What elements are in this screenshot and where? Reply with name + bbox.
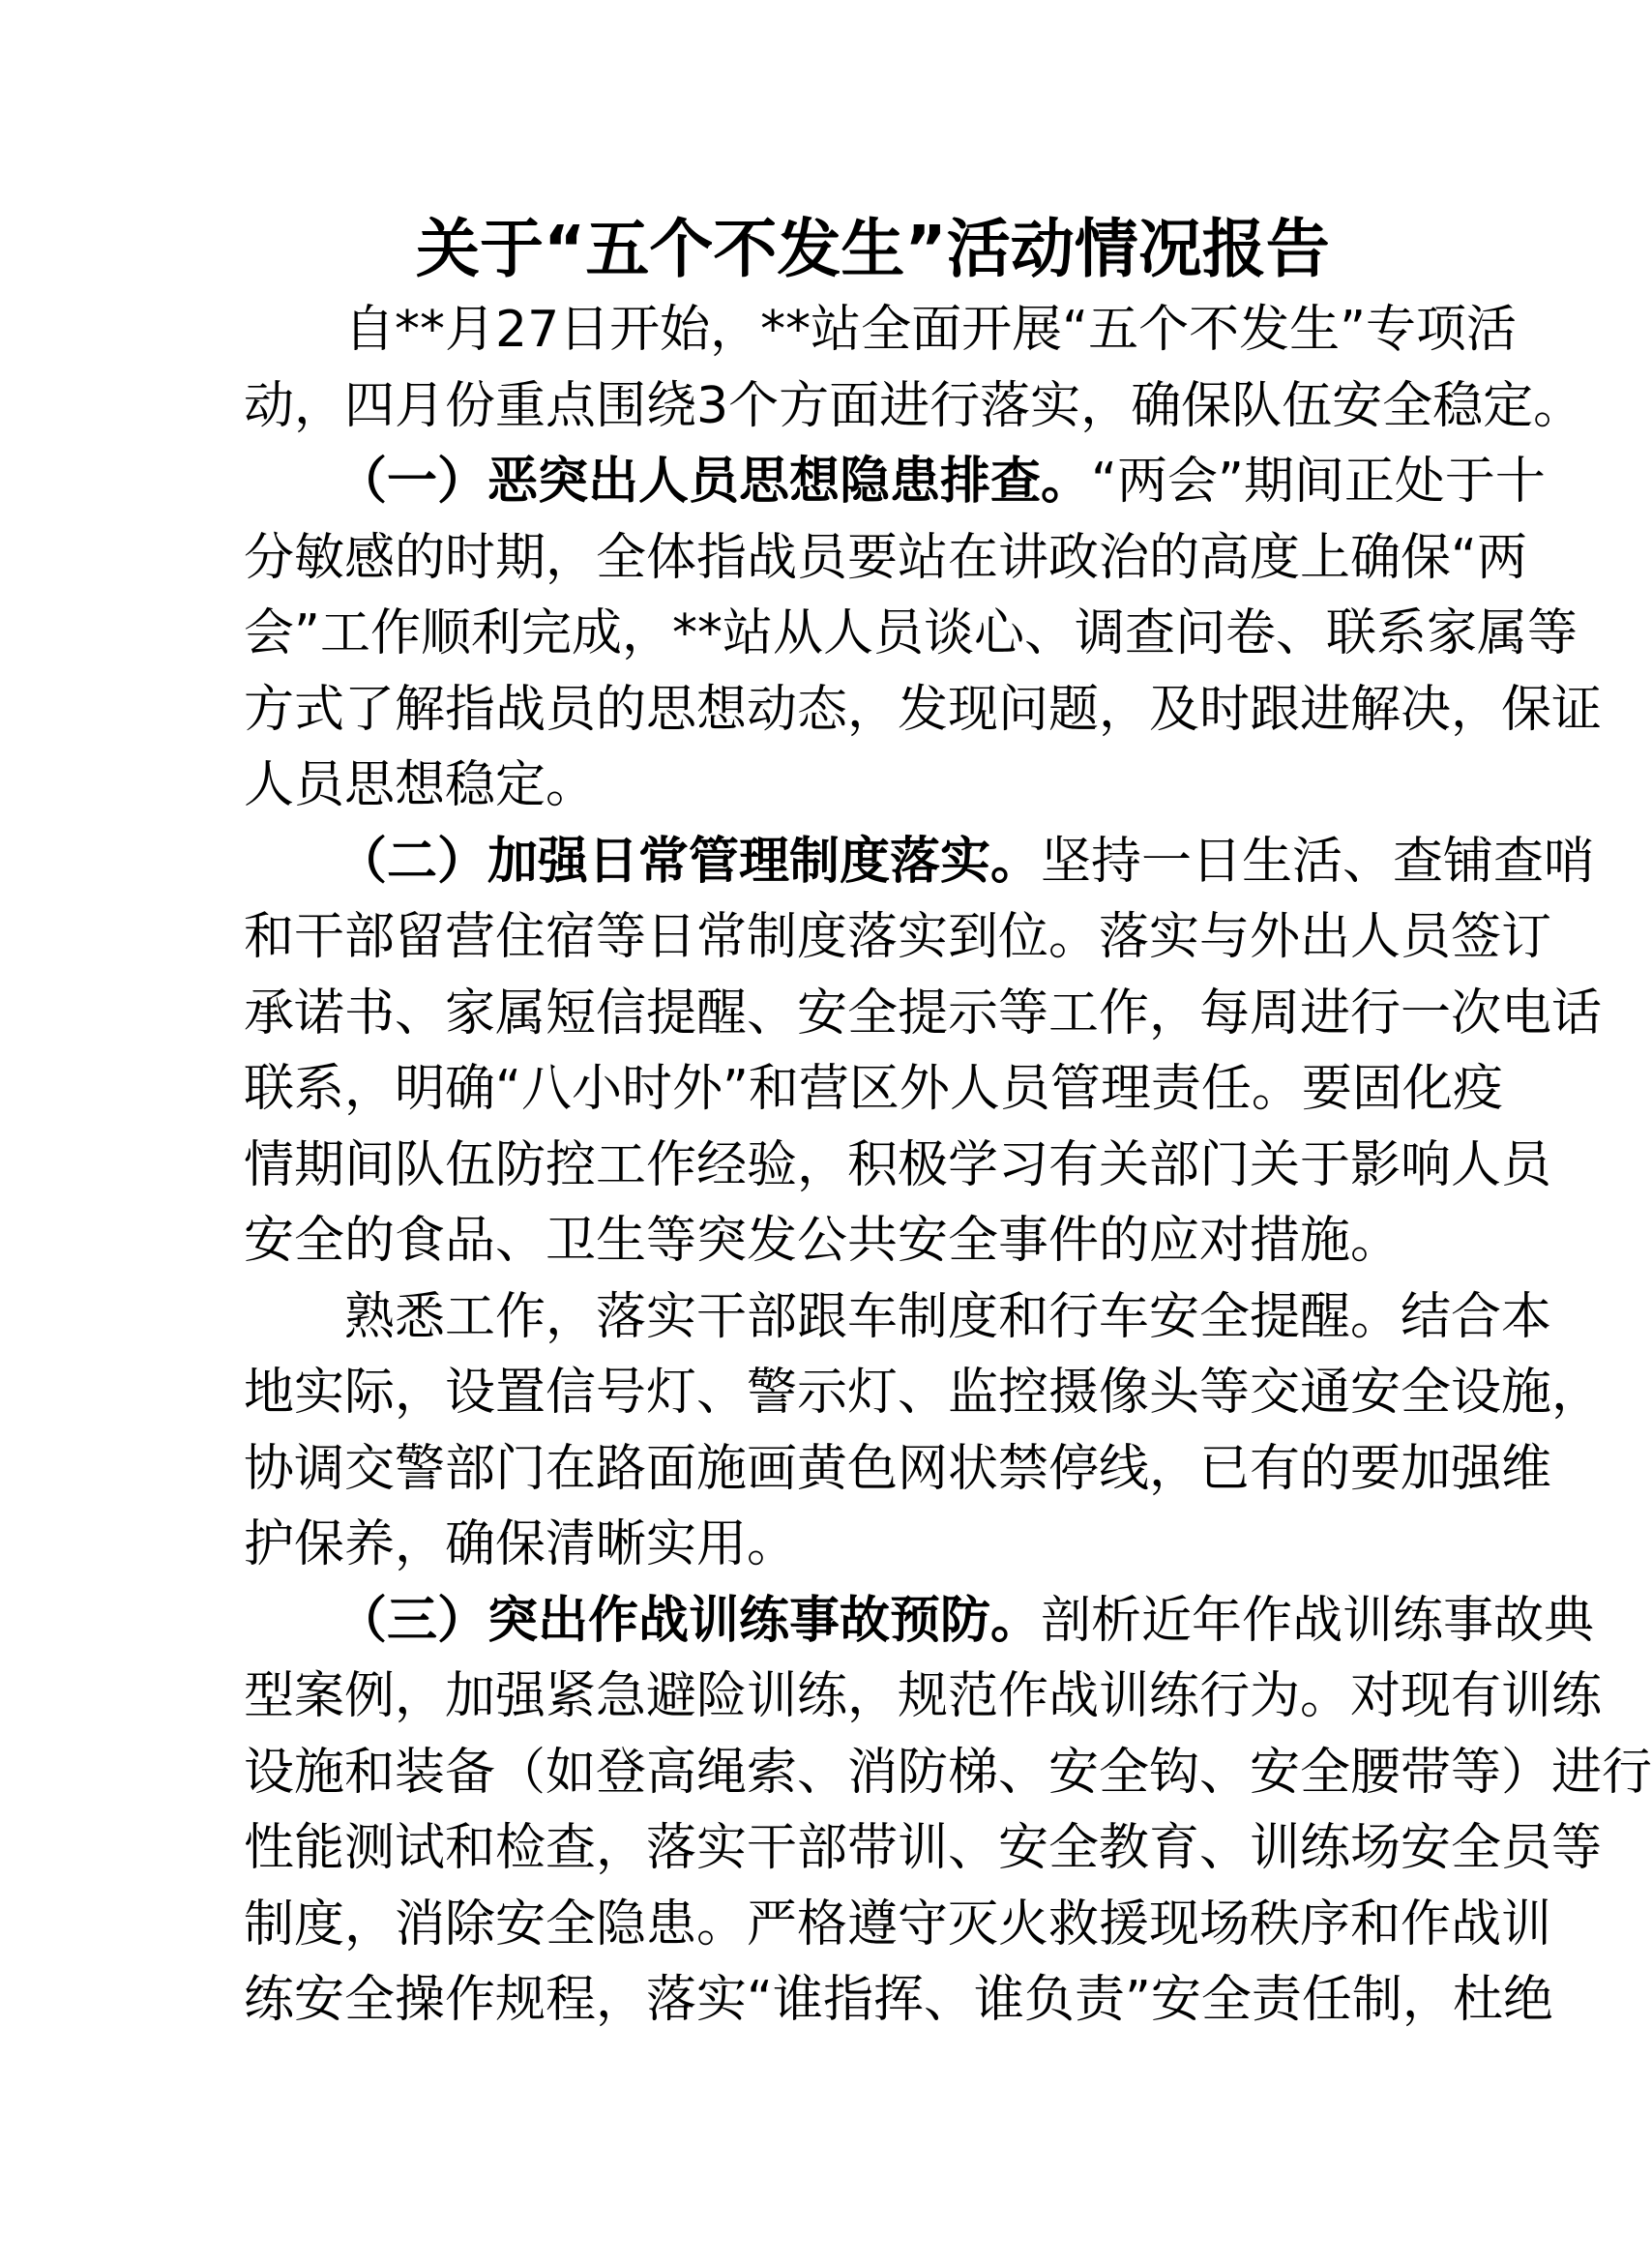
text-line (244, 1279, 1552, 1356)
document-body (244, 292, 1652, 2039)
paragraph (244, 292, 1584, 444)
document-title: 关于“五个不发生”活动情况报告 (416, 212, 1330, 286)
text-line (244, 1507, 1366, 1583)
paragraph (244, 444, 1603, 824)
line-text: 剖析近年作战训练事故典 (1041, 1591, 1595, 1650)
line-text: 方式了解指战员的思想动态，发现问题，及时跟进解决，保证 (244, 680, 1603, 739)
text-line (244, 1659, 1603, 1735)
line-text: 型案例，加强紧急避险训练，规范作战训练行为。对现有训练 (244, 1667, 1603, 1725)
text-line (244, 976, 1603, 1052)
line-text: 承诺书、家属短信提醒、安全提示等工作，每周进行一次电话 (244, 984, 1603, 1043)
text-line (244, 1962, 1553, 2039)
text-line (244, 1355, 1603, 1431)
text-line (244, 1810, 1603, 1887)
text-line (244, 748, 1366, 824)
line-text: 分敏感的时期，全体指战员要站在讲政治的高度上确保“两 (244, 528, 1527, 587)
text-line (244, 520, 1527, 597)
line-text: 性能测试和检查，落实干部带训、安全教育、训练场安全员等 (244, 1819, 1603, 1877)
line-text: 护保养，确保清晰实用。 (244, 1515, 798, 1573)
text-line (244, 1431, 1552, 1508)
line-text: 情期间队伍防控工作经验，积极学习有关部门关于影响人员 (244, 1135, 1552, 1194)
line-text: 练安全操作规程，落实“谁指挥、谁负责”安全责任制，杜绝 (244, 1971, 1553, 2029)
line-text: 协调交警部门在路面施画黄色网状禁停线，已有的要加强维 (244, 1439, 1552, 1498)
line-text: 设施和装备（如登高绳索、消防梯、安全钩、安全腰带等）进行 (244, 1743, 1652, 1802)
line-text: 联系，明确“八小时外”和营区外人员管理责任。要固化疫 (244, 1060, 1503, 1118)
text-line (244, 1051, 1503, 1128)
line-text: 坚持一日生活、查铺查哨 (1041, 832, 1595, 891)
text-line (244, 1887, 1552, 1963)
text-line (244, 899, 1552, 976)
line-text: 安全的食品、卫生等突发公共安全事件的应对措施。 (244, 1212, 1401, 1270)
text-line (244, 824, 1595, 900)
section-heading: （三）突出作战训练事故预防。 (337, 1591, 1042, 1650)
paragraph (244, 1583, 1652, 2039)
paragraph (244, 824, 1603, 1279)
text-line (244, 1203, 1401, 1279)
text-line (244, 292, 1518, 368)
section-heading: （二）加强日常管理制度落实。 (337, 832, 1042, 891)
line-text: 和干部留营住宿等日常制度落实到位。落实与外出人员签订 (244, 908, 1552, 966)
line-text: 动，四月份重点围绕3个方面进行落实，确保队伍安全稳定。 (244, 376, 1584, 435)
line-text: 自**月27日开始，**站全面开展“五个不发生”专项活 (344, 301, 1518, 359)
line-text: “两会”期间正处于十 (1091, 453, 1546, 511)
text-line (244, 368, 1584, 445)
line-text: 地实际，设置信号灯、警示灯、监控摄像头等交通安全设施， (244, 1364, 1603, 1422)
line-text: 熟悉工作，落实干部跟车制度和行车安全提醒。结合本 (344, 1287, 1552, 1346)
section-heading: （一）恶突出人员思想隐患排查。 (337, 453, 1092, 511)
text-line (244, 596, 1578, 672)
text-line (244, 1735, 1652, 1811)
line-text: 制度，消除安全隐患。严格遵守灭火救援现场秩序和作战训 (244, 1895, 1552, 1954)
line-text: 会”工作顺利完成，**站从人员谈心、调查问卷、联系家属等 (244, 604, 1578, 662)
line-text: 人员思想稳定。 (244, 756, 597, 814)
paragraph (244, 1279, 1603, 1583)
text-line (244, 1128, 1552, 1204)
text-line (244, 444, 1546, 520)
text-line (244, 672, 1603, 749)
text-line (244, 1583, 1595, 1660)
